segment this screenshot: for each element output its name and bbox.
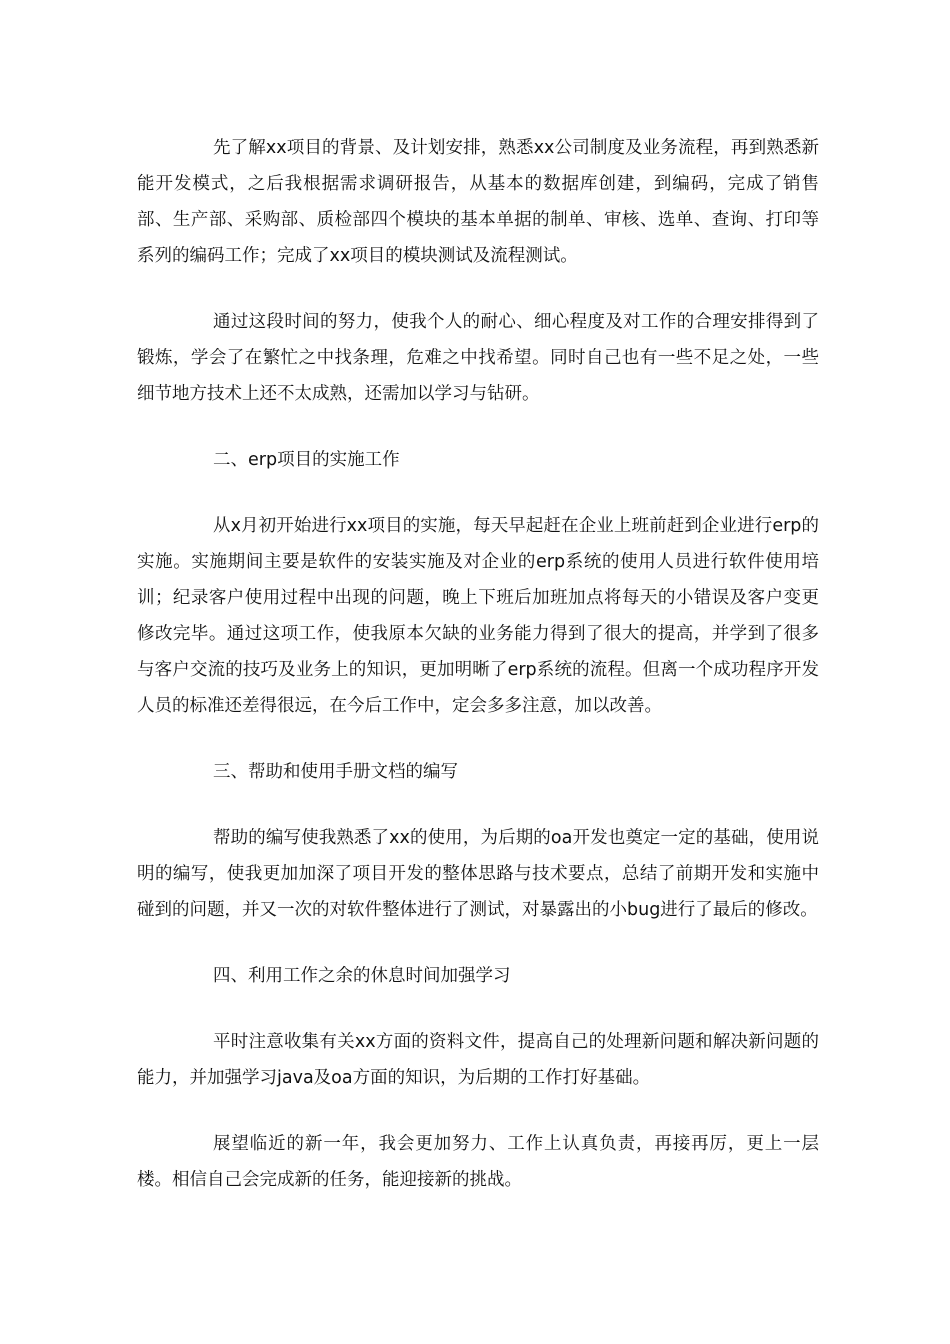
heading-section-4: 四、利用工作之余的休息时间加强学习 [213, 966, 511, 986]
document-page [137, 130, 819, 1228]
heading-section-2: 二、erp项目的实施工作 [213, 450, 400, 470]
paragraph-study: 平时注意收集有关xx方面的资料文件，提高自己的处理新问题和解决新问题的能力，并加强学习java及oa方面的知识，为后期的工作打好基础。 [137, 1032, 819, 1088]
paragraph-manual-writing: 帮助的编写使我熟悉了xx的使用，为后期的oa开发也奠定一定的基础，使用说明的编写，使我更加加深了项目开发的整体思路与技术要点，总结了前期开发和实施中碰到的问题，并又一次的对软件整体进行了测试，对暴露出的小bug进行了最后的修改。 [137, 828, 819, 920]
heading-section-3: 三、帮助和使用手册文档的编写 [213, 762, 458, 782]
paragraph-outlook: 展望临近的新一年，我会更加努力、工作上认真负责，再接再厉，更上一层楼。相信自己会完成新的任务，能迎接新的挑战。 [137, 1134, 819, 1190]
paragraph-self-improvement: 通过这段时间的努力，使我个人的耐心、细心程度及对工作的合理安排得到了锻炼，学会了在繁忙之中找条理，危难之中找希望。同时自己也有一些不足之处，一些细节地方技术上还不太成熟，还需加以学习与钻研。 [137, 312, 819, 404]
paragraph-erp-implementation: 从x月初开始进行xx项目的实施，每天早起赶在企业上班前赶到企业进行erp的实施。实施期间主要是软件的安装实施及对企业的erp系统的使用人员进行软件使用培训；纪录客户使用过程中出现的问题，晚上下班后加班加点将每天的小错误及客户变更修改完毕。通过这项工作，使我原本欠缺的业务能力得到了很大的提高，并学到了很多与客户交流的技巧及业务上的知识，更加明晰了erp系统的流程。但离一个成功程序开发人员的标准还差得很远，在今后工作中，定会多多注意，加以改善。 [137, 516, 819, 716]
paragraph-intro-work: 先了解xx项目的背景、及计划安排，熟悉xx公司制度及业务流程，再到熟悉新能开发模式，之后我根据需求调研报告，从基本的数据库创建，到编码，完成了销售部、生产部、采购部、质检部四个模块的基本单据的制单、审核、选单、查询、打印等系列的编码工作；完成了xx项目的模块测试及流程测试。 [137, 138, 819, 266]
